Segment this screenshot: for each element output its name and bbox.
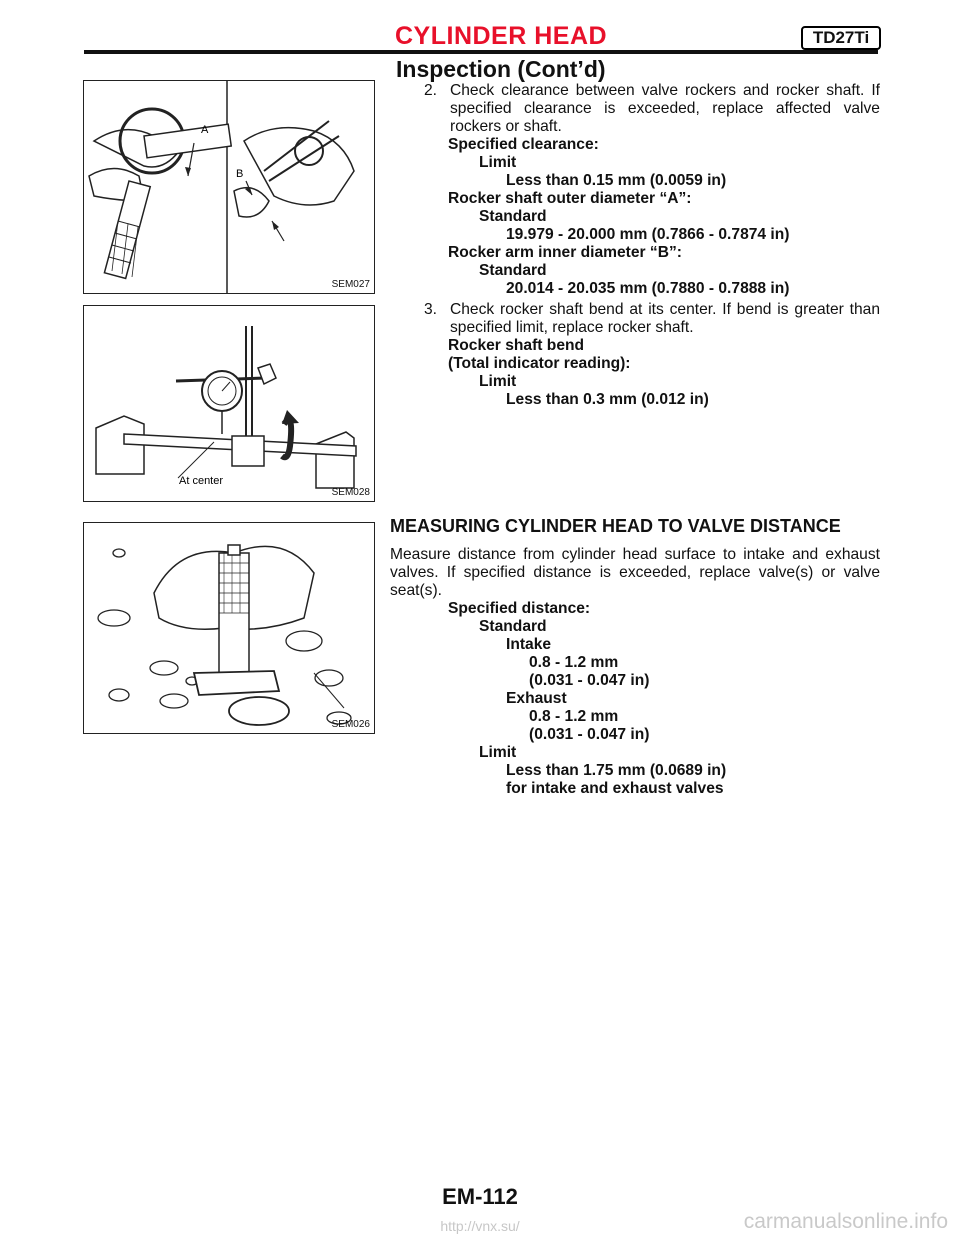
step-number: 3. [424, 301, 438, 318]
spec-note: for intake and exhaust valves [506, 780, 724, 797]
section-body [390, 546, 880, 798]
spec-limit: Limit [479, 744, 517, 761]
figure-sem028 [83, 305, 375, 502]
spec-value: (0.031 - 0.047 in) [529, 672, 650, 689]
section-title: CYLINDER HEAD [395, 22, 608, 50]
spec-label: (Total indicator reading): [448, 355, 631, 372]
spec-standard: Standard [479, 262, 547, 279]
label-at-center: At center [179, 475, 224, 487]
spec-limit: Limit [479, 373, 517, 390]
spec-value: Less than 0.15 mm (0.0059 in) [506, 172, 727, 189]
spec-label: Rocker shaft bend [448, 337, 585, 354]
step-text: Check rocker shaft bend at its center. If bend is greater than specified limit, replace rocker shaft. [450, 301, 880, 336]
spec-value: (0.031 - 0.047 in) [529, 726, 650, 743]
label-b: B [236, 168, 244, 180]
header-rule [84, 50, 878, 54]
spec-value: 20.014 - 20.035 mm (0.7880 - 0.7888 in) [506, 280, 790, 297]
section-intro: Measure distance from cylinder head surface to intake and exhaust valves. If specified distance is exceeded, replace valve(s) or valve seat(s). [390, 546, 880, 599]
spec-value: Less than 0.3 mm (0.012 in) [506, 391, 709, 408]
spec-standard: Standard [479, 208, 547, 225]
step-2 [424, 82, 880, 298]
rocker-clearance-illustration [84, 81, 374, 293]
spec-label: Specified clearance: [448, 136, 599, 153]
shaft-bend-illustration [84, 306, 374, 501]
page-code: EM-112 [442, 1184, 518, 1209]
figure-sem026 [83, 522, 375, 734]
valve-distance-illustration [84, 523, 374, 733]
spec-limit: Limit [479, 154, 517, 171]
figure-code: SEM028 [331, 487, 370, 498]
step-3 [424, 301, 880, 409]
spec-value: 0.8 - 1.2 mm [529, 708, 619, 725]
footer-link[interactable]: http://vnx.su/ [440, 1218, 520, 1234]
spec-exhaust: Exhaust [506, 690, 567, 707]
step-text: Check clearance between valve rockers and rocker shaft. If specified clearance is exceeded, replace affected valve rockers or shaft. [450, 82, 880, 135]
label-a: A [201, 124, 209, 136]
spec-label: Rocker shaft outer diameter “A”: [448, 190, 692, 207]
spec-value: 19.979 - 20.000 mm (0.7866 - 0.7874 in) [506, 226, 790, 243]
section-heading: MEASURING CYLINDER HEAD TO VALVE DISTANCE [390, 516, 841, 536]
spec-label: Rocker arm inner diameter “B”: [448, 244, 682, 261]
spec-standard: Standard [479, 618, 547, 635]
spec-label: Specified distance: [448, 600, 591, 617]
figure-code: SEM027 [331, 279, 370, 290]
engine-badge: TD27Ti [801, 26, 881, 50]
figure-code: SEM026 [331, 719, 370, 730]
step-number: 2. [424, 82, 438, 99]
figure-sem027 [83, 80, 375, 294]
spec-intake: Intake [506, 636, 552, 653]
page-subtitle: Inspection (Cont’d) [396, 56, 606, 82]
spec-value: 0.8 - 1.2 mm [529, 654, 619, 671]
spec-value: Less than 1.75 mm (0.0689 in) [506, 762, 727, 779]
watermark: carmanualsonline.info [743, 1210, 948, 1233]
